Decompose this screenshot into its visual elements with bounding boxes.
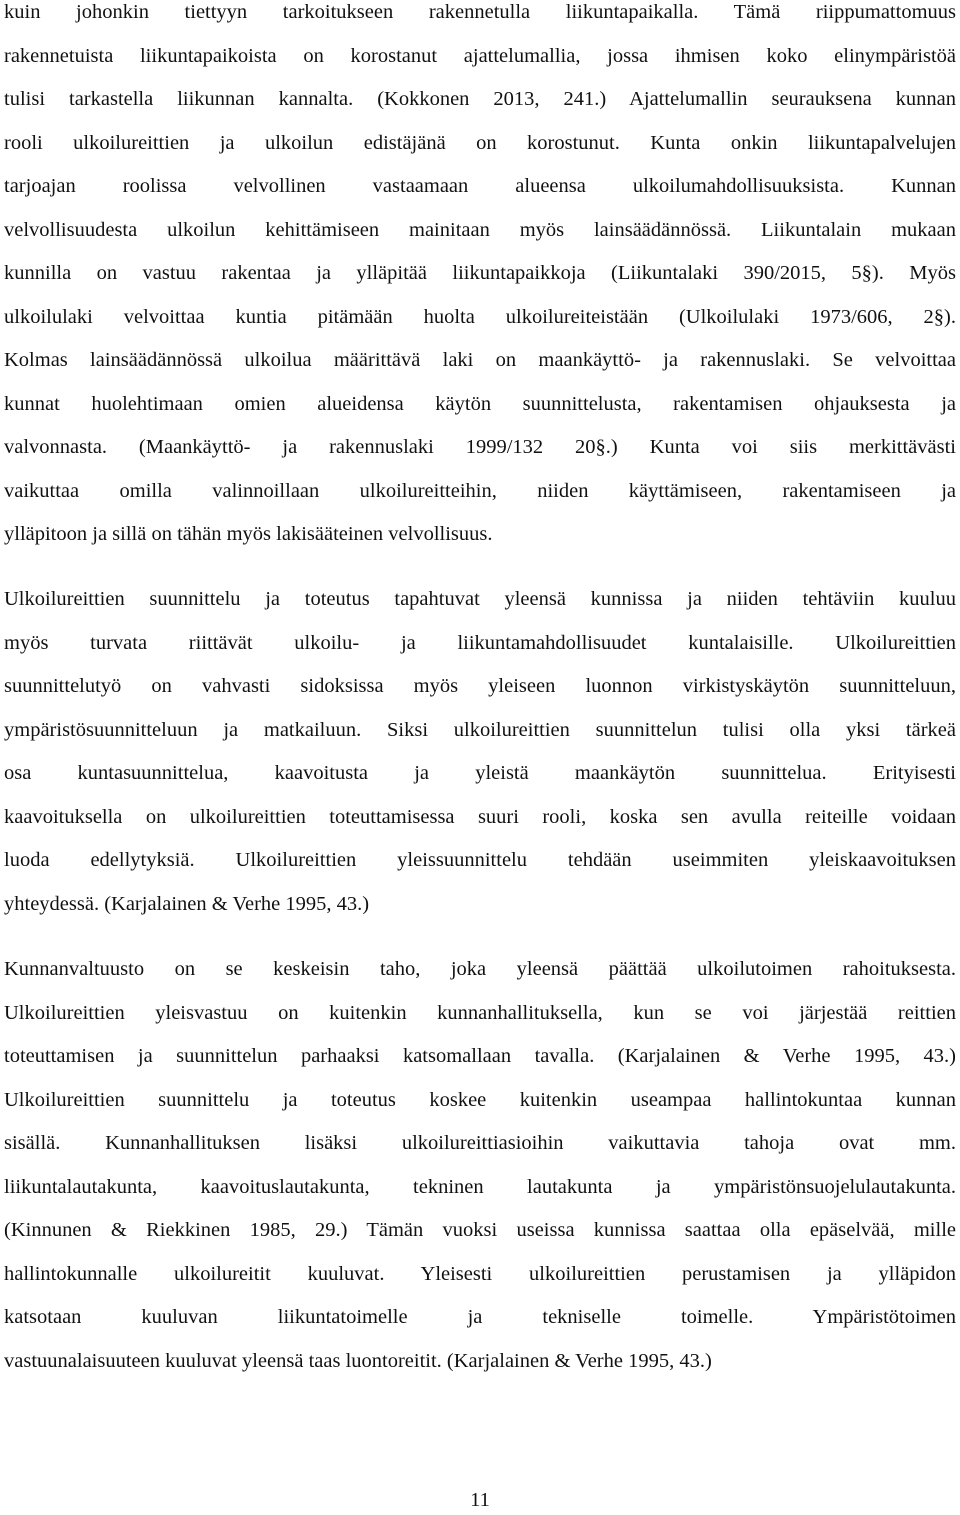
text-line: rakennetuista liikuntapaikoista on korostanut ajattelumallia, jossa ihmisen koko elinympäristöä xyxy=(4,44,956,67)
text-line: Ulkoilureittien yleisvastuu on kuitenkin kunnanhallituksella, kun se voi järjestää reittien xyxy=(4,1001,956,1024)
text-line: tulisi tarkastella liikunnan kannalta. (Kokkonen 2013, 241.) Ajattelumallin seurauksena kunnan xyxy=(4,88,956,110)
text-line: myös turvata riittävät ulkoilu- ja liikuntamahdollisuudet kuntalaisille. Ulkoilureittien xyxy=(4,631,956,654)
text-line: Ulkoilureittien suunnittelu ja toteutus koskee kuitenkin useampaa hallintokuntaa kunnan xyxy=(4,1088,956,1111)
text-line: Kolmas lainsäädännössä ulkoilua määrittävä laki on maankäyttö- ja rakennuslaki. Se velvoittaa xyxy=(4,349,956,371)
text-line: (Kinnunen & Riekkinen 1985, 29.) Tämän vuoksi useissa kunnissa saattaa olla epäselvää, mille xyxy=(4,1219,956,1241)
text-line: toteuttamisen ja suunnittelun parhaaksi katsomallaan tavalla. (Karjalainen & Verhe 1995, 43.) xyxy=(4,1045,956,1067)
text-line: kuin johonkin tiettyyn tarkoitukseen rakennetulla liikuntapaikalla. Tämä riippumattomuus xyxy=(4,1,956,23)
text-line: kaavoituksella on ulkoilureittien toteuttamisessa suuri rooli, koska sen avulla reiteille voidaan xyxy=(4,805,956,828)
text-line: yhteydessä. (Karjalainen & Verhe 1995, 43.) xyxy=(4,892,370,915)
text-line: suunnittelutyö on vahvasti sidoksissa myös yleiseen luonnon virkistyskäytön suunnitteluun, xyxy=(4,675,956,697)
text-line: valvonnasta. (Maankäyttö- ja rakennuslaki 1999/132 20§.) Kunta voi siis merkittävästi xyxy=(4,436,956,458)
text-line: luoda edellytyksiä. Ulkoilureittien yleissuunnittelu tehdään useimmiten yleiskaavoituksen xyxy=(4,849,956,871)
text-line: rooli ulkoilureittien ja ulkoilun edistäjänä on korostunut. Kunta onkin liikuntapalvelujen xyxy=(4,131,956,154)
text-line: hallintokunnalle ulkoilureitit kuuluvat. Yleisesti ulkoilureittien perustamisen ja ylläpidon xyxy=(4,1262,956,1285)
text-line: kunnilla on vastuu rakentaa ja ylläpitää liikuntapaikkoja (Liikuntalaki 390/2015, 5§). Myös xyxy=(4,262,956,284)
text-line: tarjoajan roolissa velvollinen vastaamaan alueensa ulkoilumahdollisuuksista. Kunnan xyxy=(4,175,956,197)
paragraph-trail-planning xyxy=(4,578,956,926)
text-line: vaikuttaa omilla valinnoillaan ulkoilureitteihin, niiden käyttämiseen, rakentamiseen ja xyxy=(4,479,956,502)
page-number: 11 xyxy=(470,1489,490,1511)
text-line: ylläpitoon ja sillä on tähän myös lakisääteinen velvollisuus. xyxy=(4,523,493,545)
text-line: Kunnanvaltuusto on se keskeisin taho, joka yleensä päättää ulkoilutoimen rahoituksesta. xyxy=(4,958,956,980)
text-line: velvollisuudesta ulkoilun kehittämiseen mainitaan myös lainsäädännössä. Liikuntalain mukaan xyxy=(4,218,956,241)
text-line: ulkoilulaki velvoittaa kuntia pitämään huolta ulkoilureiteistään (Ulkoilulaki 1973/606, 2§). xyxy=(4,305,956,328)
text-line: ympäristösuunnitteluun ja matkailuun. Siksi ulkoilureittien suunnittelun tulisi olla yksi tärkeä xyxy=(4,718,956,741)
text-line: liikuntalautakunta, kaavoituslautakunta, tekninen lautakunta ja ympäristönsuojelulautakunta. xyxy=(4,1175,956,1198)
text-line: sisällä. Kunnanhallituksen lisäksi ulkoilureittiasioihin vaikuttavia tahoja ovat mm. xyxy=(4,1132,956,1154)
text-line: osa kuntasuunnittelua, kaavoitusta ja yleistä maankäytön suunnittelua. Erityisesti xyxy=(4,762,956,784)
paragraph-municipal-responsibility xyxy=(4,0,956,557)
text-line: katsotaan kuuluvan liikuntatoimelle ja tekniselle toimelle. Ympäristötoimen xyxy=(4,1306,956,1328)
text-line: vastuunalaisuuteen kuuluvat yleensä taas luontoreitit. (Karjalainen & Verhe 1995, 43.) xyxy=(4,1349,712,1372)
text-line: Ulkoilureittien suunnittelu ja toteutus tapahtuvat yleensä kunnissa ja niiden tehtäviin kuuluu xyxy=(4,588,956,610)
paragraph-administration xyxy=(4,948,956,1383)
text-line: kunnat huolehtimaan omien alueidensa käytön suunnittelusta, rakentamisen ohjauksesta ja xyxy=(4,392,956,415)
